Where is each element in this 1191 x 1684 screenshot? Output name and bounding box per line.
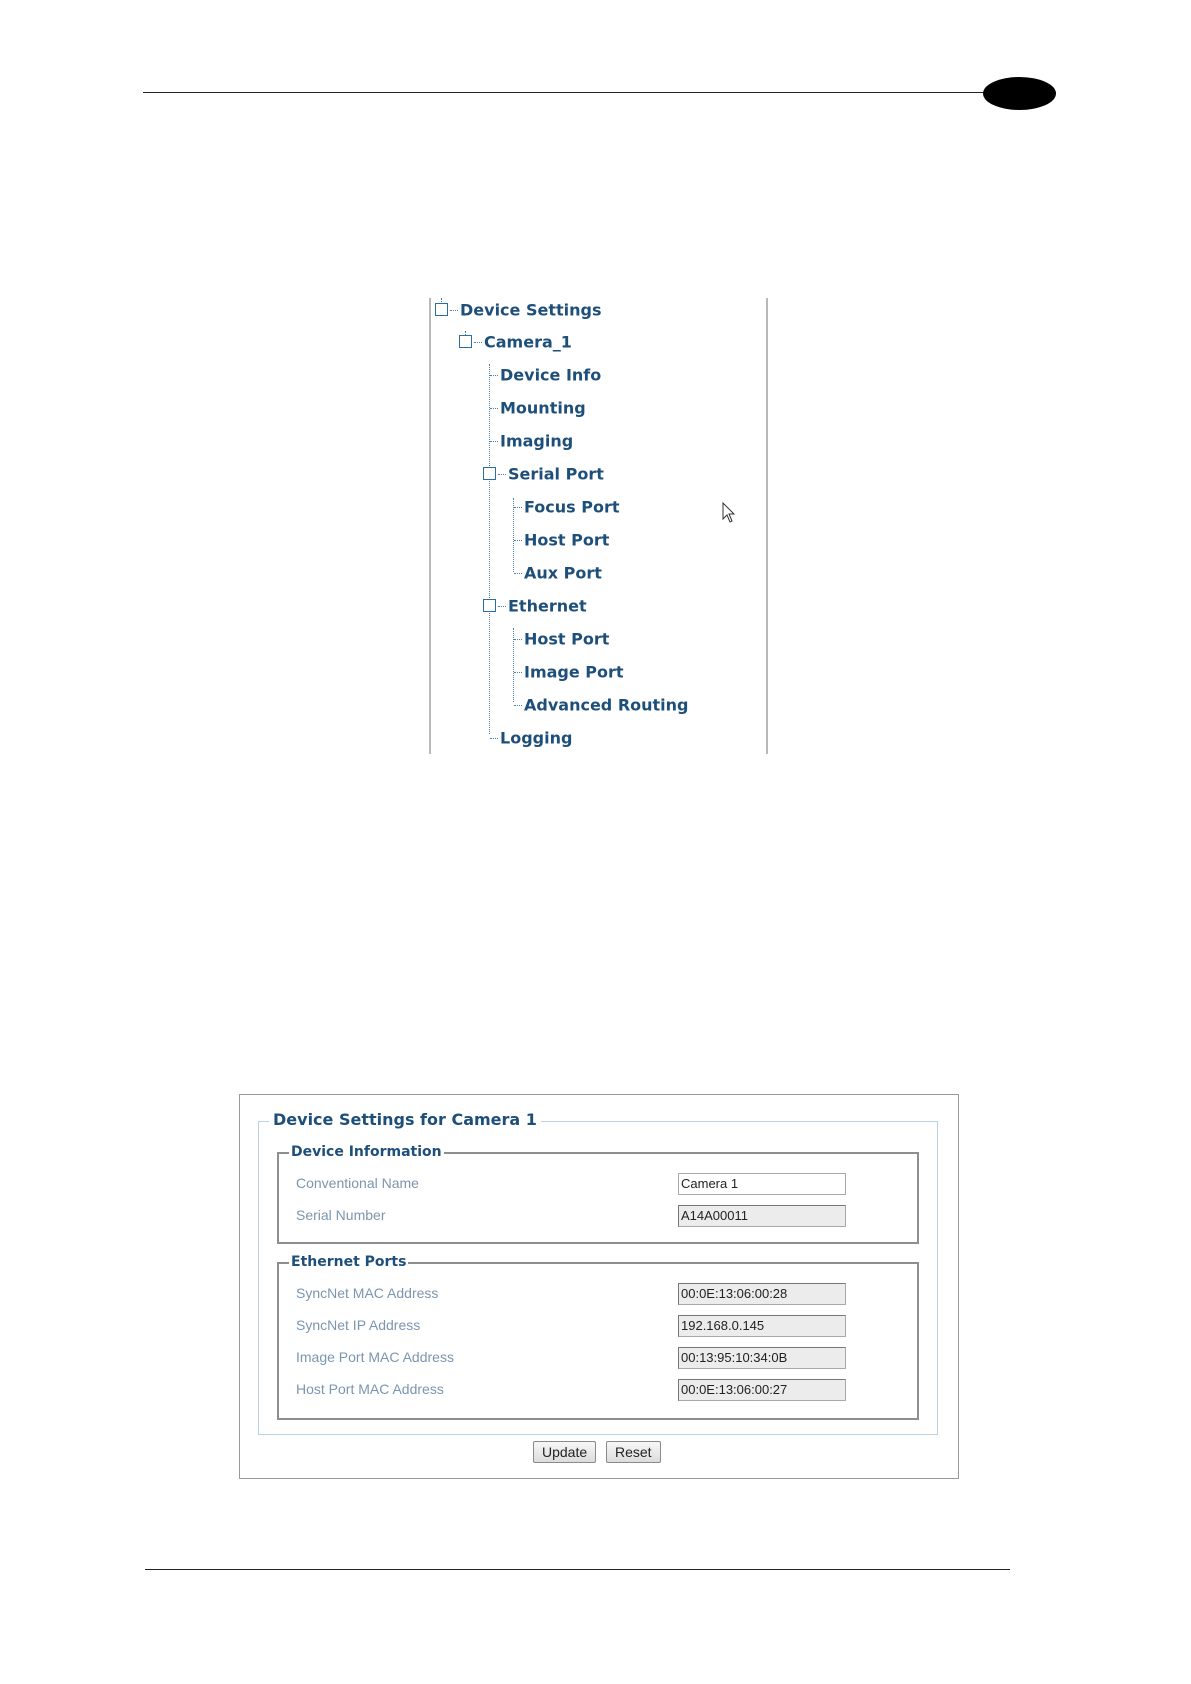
tree-node-label: Image Port [524,662,624,682]
tree-node-ethernet-host-port[interactable] [514,627,609,651]
tree-node-camera-1[interactable] [459,330,572,354]
ethernet-ports-legend: Ethernet Ports [291,1254,407,1270]
tree-node-ethernet[interactable] [483,594,587,618]
tree-node-label: Camera_1 [484,332,572,352]
tree-connector [514,672,522,673]
collapse-square-icon[interactable] [483,599,496,612]
tree-node-label: Logging [500,728,573,748]
device-information-fieldset [277,1144,919,1244]
syncnet-mac-label: SyncNet MAC Address [296,1285,439,1301]
tree-node-label: Host Port [524,629,610,649]
conventional-name-label: Conventional Name [296,1175,419,1191]
tree-connector [514,705,522,706]
device-settings-window [239,1094,959,1479]
syncnet-mac-row [296,1283,906,1305]
tree-node-aux-port[interactable] [514,561,602,585]
chapter-marker-oval [983,77,1056,110]
host-port-mac-field: 00:0E:13:06:00:27 [678,1379,846,1401]
tree-node-label: Advanced Routing [524,695,689,715]
device-settings-fieldset [258,1110,938,1435]
tree-node-focus-port[interactable] [514,495,620,519]
reset-button[interactable]: Reset [606,1441,661,1463]
tree-node-logging[interactable] [490,726,572,750]
syncnet-ip-row [296,1315,906,1337]
tree-node-label: Device Info [500,365,602,385]
mouse-pointer-icon [722,502,736,524]
collapse-square-icon[interactable] [435,303,448,316]
syncnet-ip-field: 192.168.0.145 [678,1315,846,1337]
image-port-mac-label: Image Port MAC Address [296,1349,454,1365]
syncnet-mac-field: 00:0E:13:06:00:28 [678,1283,846,1305]
collapse-square-icon[interactable] [459,335,472,348]
tree-connector [514,507,522,508]
tree-connector [474,342,482,343]
syncnet-ip-label: SyncNet IP Address [296,1317,421,1333]
tree-node-imaging[interactable] [490,429,573,453]
conventional-name-row [296,1173,906,1195]
tree-connector [450,310,458,311]
update-button[interactable]: Update [533,1441,596,1463]
tree-node-serial-host-port[interactable] [514,528,609,552]
serial-number-field: A14A00011 [678,1205,846,1227]
tree-node-advanced-routing[interactable] [514,693,689,717]
tree-node-label: Aux Port [524,563,602,583]
tree-node-label: Host Port [524,530,610,550]
tree-node-serial-port[interactable] [483,462,604,486]
tree-connector [514,639,522,640]
tree-connector [498,606,506,607]
tree-node-label: Imaging [500,431,574,451]
image-port-mac-row [296,1347,906,1369]
tree-node-label: Mounting [500,398,586,418]
tree-connector [490,408,498,409]
ethernet-ports-fieldset [277,1254,919,1420]
header-rule [143,92,988,93]
conventional-name-input[interactable]: Camera 1 [678,1173,846,1195]
device-tree-panel [429,298,768,754]
tree-connector [490,738,498,739]
device-information-legend: Device Information [291,1144,442,1160]
tree-connector [490,441,498,442]
collapse-square-icon[interactable] [483,467,496,480]
settings-title: Device Settings for Camera 1 [269,1110,541,1129]
tree-connector [514,573,522,574]
host-port-mac-row [296,1379,906,1401]
tree-node-image-port[interactable] [514,660,624,684]
serial-number-row [296,1205,906,1227]
tree-node-label: Ethernet [508,596,587,616]
tree-node-device-settings[interactable] [435,298,601,322]
tree-connector [514,540,522,541]
tree-node-mounting[interactable] [490,396,586,420]
tree-node-label: Device Settings [460,300,602,320]
host-port-mac-label: Host Port MAC Address [296,1381,444,1397]
tree-node-label: Focus Port [524,497,620,517]
tree-connector [490,375,498,376]
tree-connector [498,474,506,475]
footer-rule [145,1569,1010,1570]
tree-node-device-info[interactable] [490,363,601,387]
tree-node-label: Serial Port [508,464,604,484]
image-port-mac-field: 00:13:95:10:34:0B [678,1347,846,1369]
serial-number-label: Serial Number [296,1207,386,1223]
